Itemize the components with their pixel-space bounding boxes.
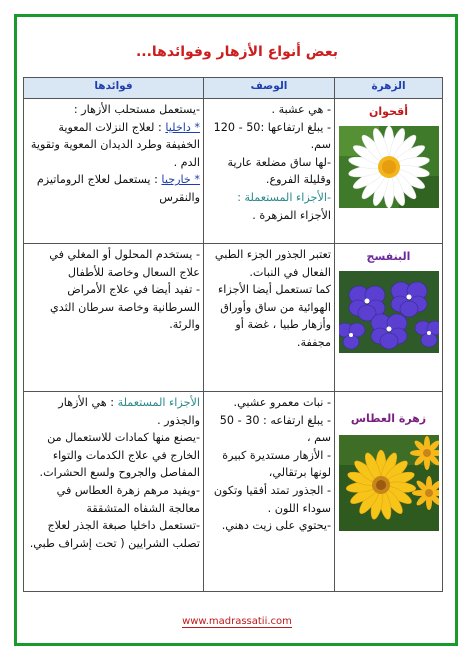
daisy-internal-text: : لعلاج النزلات المعوية الخفيفة وطرد الديدان المعوية وتقوية الدم . — [30, 120, 200, 169]
arnica-desc-line-2: - يبلغ ارتفاعه : 30 - 50 سم ، — [219, 413, 331, 445]
daisy-external-text: : يستعمل لعلاج الروماتيزم والنقرس — [36, 173, 200, 204]
benefits-cell-violet — [24, 244, 204, 392]
table-row-arnica — [24, 392, 443, 592]
violet-photo — [339, 271, 439, 353]
daisy-benefit-line-3 — [27, 171, 200, 206]
description-cell-daisy — [204, 99, 335, 244]
flowers-table — [23, 77, 443, 592]
arnica-used-parts-label: الأجزاء المستعملة — [117, 396, 200, 409]
benefits-cell-daisy — [24, 99, 204, 244]
violet-desc-line-2: كما تستعمل أيضا الأجزاء الهوائية من ساق وأوراق وأزهار طبيا ، غضة أو مجففة. — [218, 283, 331, 349]
arnica-desc-line-3: - الأزهار مستديرة كبيرة لونها برتقالي، — [222, 448, 331, 480]
footer-link[interactable]: www.madrassatii.com — [182, 616, 292, 627]
arnica-benefit-line-4: -تستعمل داخليا صبغة الجذر لعلاج تصلب الشرايين ( تحت إشراف طبي. — [29, 519, 200, 550]
daisy-benefit-line-2 — [27, 119, 200, 172]
description-cell-arnica — [204, 392, 335, 592]
daisy-desc-line-2: - يبلغ ارتفاعها :50 - 120 سم. — [213, 120, 331, 152]
daisy-desc-line-3: -لها ساق مضلعة عارية وقليلة الفروع. — [227, 155, 331, 187]
page-title: بعض أنواع الأزهار وفوائدها... — [135, 44, 339, 60]
flower-cell-violet — [335, 244, 443, 392]
footer-url[interactable] — [0, 616, 474, 627]
violet-benefit-line-2: - تفيد أيضا في علاج الأمراض السرطانية وخاصة سرطان الثدي والرئة. — [50, 283, 200, 332]
arnica-benefit-line-3: -ويفيد مرهم زهرة العطاس في معالجة الشفاه المتشققة — [56, 483, 200, 515]
violet-desc-line-1: تعتبر الجذور الجزء الطبي الفعال في النبات. — [214, 248, 331, 279]
arnica-benefit-line-1 — [27, 394, 200, 429]
arnica-desc-line-4: - الجذور تمتد أفقيا وتكون سوداء اللون . — [213, 483, 331, 515]
table-row-violet — [24, 244, 443, 392]
daisy-desc-line-4 — [207, 189, 331, 224]
benefits-cell-arnica — [24, 392, 204, 592]
daisy-benefit-line-1: -يستعمل مستحلب الأزهار : — [73, 103, 200, 116]
daisy-desc-line-1: - هي عشبة . — [271, 103, 331, 116]
violet-benefit-line-1: - يستخدم المحلول أو المغلي في علاج السعال وخاصة للأطفال — [49, 248, 200, 279]
flower-cell-arnica — [335, 392, 443, 592]
table-header-row — [24, 78, 443, 99]
flower-name-violet: البنفسج — [366, 250, 411, 263]
flower-name-arnica: زهرة العطاس — [350, 412, 427, 425]
arnica-desc-line-5: -يحتوي على زيت دهني. — [221, 519, 331, 533]
daisy-used-parts-label: -الأجزاء المستعملة : — [237, 190, 331, 204]
flower-cell-daisy — [335, 99, 443, 244]
daisy-internal-label: * داخليا — [165, 120, 200, 134]
arnica-desc-line-1: - نبات معمرو عشبي. — [233, 396, 331, 409]
flower-name-daisy: أقحوان — [369, 105, 408, 118]
daisy-used-parts-text: الأجزاء المزهرة . — [252, 208, 331, 222]
daisy-photo — [339, 126, 439, 208]
header-benefits: فوائدها — [24, 78, 204, 99]
arnica-used-parts-text: : هي الأزهار والجذور . — [58, 396, 200, 427]
header-flower: الزهرة — [335, 78, 443, 99]
daisy-external-label: * خارجيا — [161, 173, 200, 187]
arnica-photo — [339, 435, 439, 531]
header-description: الوصف — [204, 78, 335, 99]
description-cell-violet — [204, 244, 335, 392]
table-row-daisy — [24, 99, 443, 244]
arnica-benefit-line-2: -يصنع منها كمادات للاستعمال من الخارج في علاج الكدمات والتواء المفاصل والجروح ولسع الحشرات. — [39, 431, 200, 480]
